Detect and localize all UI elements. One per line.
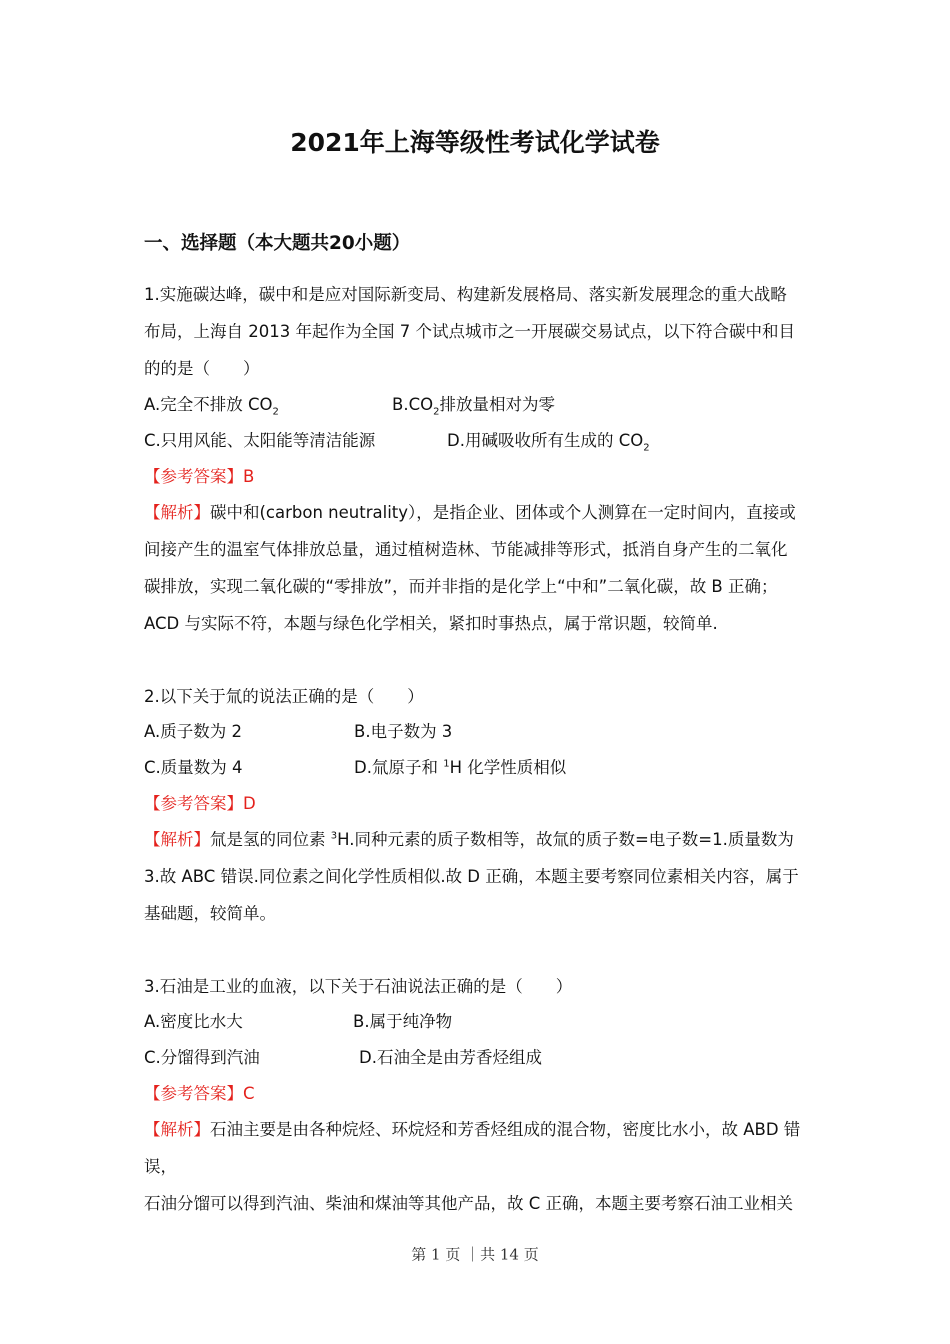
- option-text: D.氚原子和: [354, 758, 444, 777]
- option-text: D.用碱吸收所有生成的 CO: [447, 431, 644, 450]
- q2-analysis-line: 3.故 ABC 错误.同位素之间化学性质相似.故 D 正确，本题主要考察同位素相关内容，属于: [144, 867, 799, 886]
- q3-analysis-line: [144, 1119, 800, 1141]
- answer-label: 【参考答案】: [144, 1084, 243, 1103]
- q2-option-d: [354, 757, 566, 779]
- answer-value: B: [243, 467, 255, 486]
- section-heading: 一、选择题（本大题共20小题）: [144, 233, 411, 254]
- analysis-text: 氚是氢的同位素: [210, 830, 331, 849]
- option-text: 排放量相对为零: [439, 395, 555, 414]
- q1-stem-line: 的的是（ ）: [144, 359, 260, 378]
- answer-label: 【参考答案】: [144, 794, 243, 813]
- q1-option-b: [392, 394, 555, 416]
- q1-option-c: C.只用风能、太阳能等清洁能源: [144, 431, 376, 450]
- q3-analysis-line: 误，: [144, 1157, 177, 1176]
- q3-option-c: C.分馏得到汽油: [144, 1048, 260, 1067]
- answer-label: 【参考答案】: [144, 467, 243, 486]
- q1-stem-line: 布局，上海自 2013 年起作为全国 7 个试点城市之一开展碳交易试点，以下符合碳中和目: [144, 322, 795, 341]
- subscript: 2: [643, 442, 650, 454]
- q1-answer: [144, 466, 254, 488]
- analysis-label: 【解析】: [144, 1120, 210, 1139]
- analysis-text: H.同种元素的质子数相等，故氚的质子数=电子数=1.质量数为: [337, 830, 794, 849]
- q2-analysis-line: 基础题，较简单。: [144, 904, 276, 923]
- q3-answer: [144, 1083, 255, 1105]
- analysis-text: 石油主要是由各种烷烃、环烷烃和芳香烃组成的混合物，密度比水小，故 ABD 错: [210, 1120, 801, 1139]
- q3-option-b: B.属于纯净物: [353, 1012, 453, 1031]
- analysis-label: 【解析】: [144, 830, 210, 849]
- q2-analysis-line: [144, 829, 794, 851]
- q3-option-a: A.密度比水大: [144, 1012, 243, 1031]
- q2-stem: 2.以下关于氚的说法正确的是（ ）: [144, 687, 424, 706]
- q2-answer: [144, 793, 256, 815]
- option-text: B.CO: [392, 395, 434, 414]
- superscript: 3: [330, 830, 338, 842]
- page-footer: 第 1 页 ｜共 14 页: [411, 1245, 539, 1264]
- q2-option-a: A.质子数为 2: [144, 722, 242, 741]
- option-text: H 化学性质相似: [449, 758, 567, 777]
- q1-option-a: [144, 394, 279, 416]
- superscript: 1: [443, 758, 450, 770]
- analysis-text: 碳中和(carbon neutrality），是指企业、团体或个人测算在一定时间内，直接或: [210, 503, 796, 522]
- q1-option-d: [447, 430, 650, 452]
- q3-analysis-line: 石油分馏可以得到汽油、柴油和煤油等其他产品，故 C 正确，本题主要考察石油工业相关: [144, 1194, 794, 1213]
- q2-option-c: C.质量数为 4: [144, 758, 243, 777]
- document-title: 2021年上海等级性考试化学试卷: [290, 128, 660, 157]
- subscript: 2: [272, 406, 279, 418]
- q1-analysis-line: 碳排放，实现二氧化碳的“零排放”，而并非指的是化学上“中和”二氧化碳，故 B 正确；: [144, 577, 778, 596]
- answer-value: C: [243, 1084, 255, 1103]
- answer-value: D: [243, 794, 256, 813]
- analysis-label: 【解析】: [144, 503, 210, 522]
- q1-analysis-line: ACD 与实际不符，本题与绿色化学相关，紧扣时事热点，属于常识题，较简单.: [144, 614, 718, 633]
- q1-stem-line: 1.实施碳达峰，碳中和是应对国际新变局、构建新发展格局、落实新发展理念的重大战略: [144, 285, 787, 304]
- q3-stem: 3.石油是工业的血液，以下关于石油说法正确的是（ ）: [144, 977, 573, 996]
- q1-analysis-line: [144, 502, 796, 524]
- subscript: 2: [433, 406, 440, 418]
- option-text: A.完全不排放 CO: [144, 395, 273, 414]
- q2-option-b: B.电子数为 3: [354, 722, 453, 741]
- q3-option-d: D.石油全是由芳香烃组成: [359, 1048, 542, 1067]
- q1-analysis-line: 间接产生的温室气体排放总量，通过植树造林、节能减排等形式，抵消自身产生的二氧化: [144, 540, 788, 559]
